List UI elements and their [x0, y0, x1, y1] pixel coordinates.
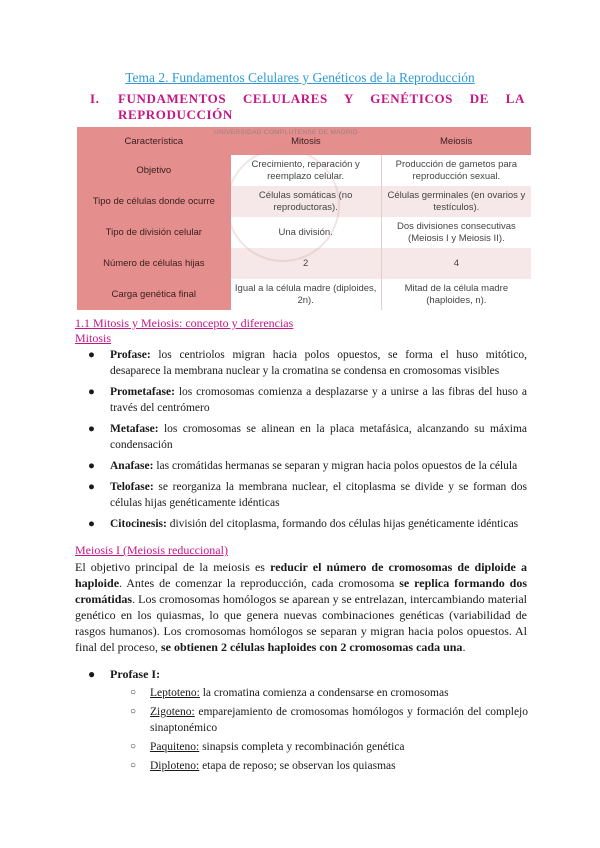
profase-label: Profase I:: [110, 667, 161, 681]
mitosis-cell: Crecimiento, reparación y reemplazo celular.: [231, 155, 382, 186]
phase-text: los cromosomas se alinean en la placa metafásica, alcanzando su máxima condensación: [110, 423, 527, 451]
subsection-heading: 1.1 Mitosis y Meiosis: concepto y diferencias: [75, 316, 294, 330]
phase-name: Prometafase:: [110, 386, 175, 398]
section-title-line1: FUNDAMENTOS CELULARES Y GENÉTICOS DE LA: [118, 91, 525, 106]
list-item: [82, 347, 527, 379]
meiosis-paragraph: [75, 559, 527, 655]
section-title-line2: REPRODUCCIÓN: [118, 107, 233, 122]
table-header: Mitosis: [231, 127, 382, 155]
row-label: Tipo de células donde ocurre: [77, 186, 231, 217]
row-label: Carga genética final: [77, 279, 231, 310]
mitosis-cell: Una división.: [231, 217, 382, 248]
meiosis-cell: Células germinales (en ovarios y testículos).: [381, 186, 531, 217]
substage-name: Leptoteno:: [150, 687, 200, 699]
row-label: Objetivo: [77, 155, 231, 186]
list-item: [82, 516, 527, 532]
list-item: [128, 704, 528, 736]
paragraph-text: . Antes de comenzar la reproducción, cada cromosoma: [119, 576, 400, 590]
mitosis-phase-list: [82, 347, 527, 537]
list-item: [128, 685, 528, 701]
substage-text: sinapsis completa y recombinación genética: [199, 741, 405, 753]
mitosis-heading: Mitosis: [75, 331, 112, 345]
substage-name: Diploteno:: [150, 760, 200, 772]
table-header: Característica: [77, 127, 231, 155]
meiosis-cell: Producción de gametos para reproducción sexual.: [381, 155, 531, 186]
table-header: Meiosis: [381, 127, 531, 155]
phase-text: los centriolos migran hacia polos opuestos, se forma el huso mitótico, desaparece la membrana nuclear y la cromatina se condensa en cromosomas visibles: [110, 349, 527, 377]
substage-text: la cromatina comienza a condensarse en cromosomas: [199, 687, 449, 699]
bullet-icon: ●: [88, 481, 95, 493]
phase-name: Citocinesis:: [110, 518, 167, 530]
row-label: Número de células hijas: [77, 248, 231, 279]
profase-substage-list: [128, 685, 528, 777]
paragraph-emphasis: se obtienen 2 células haploides con 2 cromosomas cada una: [160, 640, 463, 654]
list-item: [82, 384, 527, 416]
section-number: I.: [90, 91, 100, 106]
phase-name: Metafase:: [110, 423, 159, 435]
phase-name: Profase:: [110, 349, 151, 361]
bullet-icon: ●: [88, 460, 95, 472]
list-item: [82, 458, 527, 474]
list-item: [82, 421, 527, 453]
bullet-icon: ●: [88, 667, 96, 681]
substage-text: etapa de reposo; se observan los quiasmas: [199, 760, 396, 772]
meiosis-cell: Mitad de la célula madre (haploides, n).: [381, 279, 531, 310]
list-item: [128, 739, 528, 755]
meiosis-heading: Meiosis I (Meiosis reduccional): [75, 543, 228, 557]
bullet-icon: ●: [88, 349, 95, 361]
paragraph-emphasis: se replica formando dos cromátidas: [75, 576, 528, 606]
circle-bullet-icon: ○: [130, 687, 137, 698]
row-label: Tipo de división celular: [77, 217, 231, 248]
document-title: Tema 2. Fundamentos Celulares y Genéticos de la Reproducción: [125, 70, 475, 85]
circle-bullet-icon: ○: [130, 760, 137, 771]
list-item: [82, 479, 527, 511]
substage-text: emparejamiento de cromosomas homólogos y formación del complejo sinaptonémico: [150, 706, 528, 734]
bullet-icon: ●: [88, 386, 95, 398]
bullet-icon: ●: [88, 423, 95, 435]
paragraph-text: .: [462, 640, 466, 654]
list-item: [128, 758, 528, 774]
phase-text: las cromátidas hermanas se separan y migran hacia polos opuestos de la célula: [153, 460, 518, 472]
table-row: [77, 279, 531, 310]
paragraph-text: El objetivo principal de la meiosis es: [75, 560, 271, 574]
circle-bullet-icon: ○: [130, 706, 137, 717]
mitosis-cell: Igual a la célula madre (diploides, 2n).: [231, 279, 382, 310]
substage-name: Zigoteno:: [150, 706, 195, 718]
paragraph-emphasis: reducir el número de cromosomas de diploide a haploide: [75, 560, 528, 590]
phase-text: se reorganiza la membrana nuclear, el citoplasma se divide y se forman dos células hijas genéticamente idénticas: [110, 481, 527, 509]
bullet-icon: ●: [88, 518, 95, 530]
university-seal-icon: [226, 148, 340, 262]
meiosis-cell: 4: [381, 248, 531, 279]
phase-text: división del citoplasma, formando dos células hijas genéticamente idénticas: [166, 518, 519, 530]
mitosis-cell: Células somáticas (no reproductoras).: [231, 186, 382, 217]
meiosis-cell: Dos divisiones consecutivas (Meiosis I y Meiosis II).: [381, 217, 531, 248]
phase-name: Anafase:: [110, 460, 154, 472]
phase-name: Telofase:: [110, 481, 154, 493]
university-watermark: UNIVERSIDAD COMPLUTENSE DE MADRID: [214, 129, 358, 136]
substage-name: Paquiteno:: [150, 741, 200, 753]
mitosis-cell: 2: [231, 248, 382, 279]
phase-text: los cromosomas comienza a desplazarse y a unirse a las fibras del huso a través del centrómero: [110, 386, 527, 414]
paragraph-text: . Los cromosomas homólogos se aparean y se entrelazan, intercambiando material genético en los quiasmas, lo que genera nuevas combinaciones genéticas (variabilidad de rasgos humanos). Los cromosomas homólogos se separan y migran hacia polos opuestos. Al final del proceso,: [75, 592, 527, 654]
circle-bullet-icon: ○: [130, 741, 137, 752]
